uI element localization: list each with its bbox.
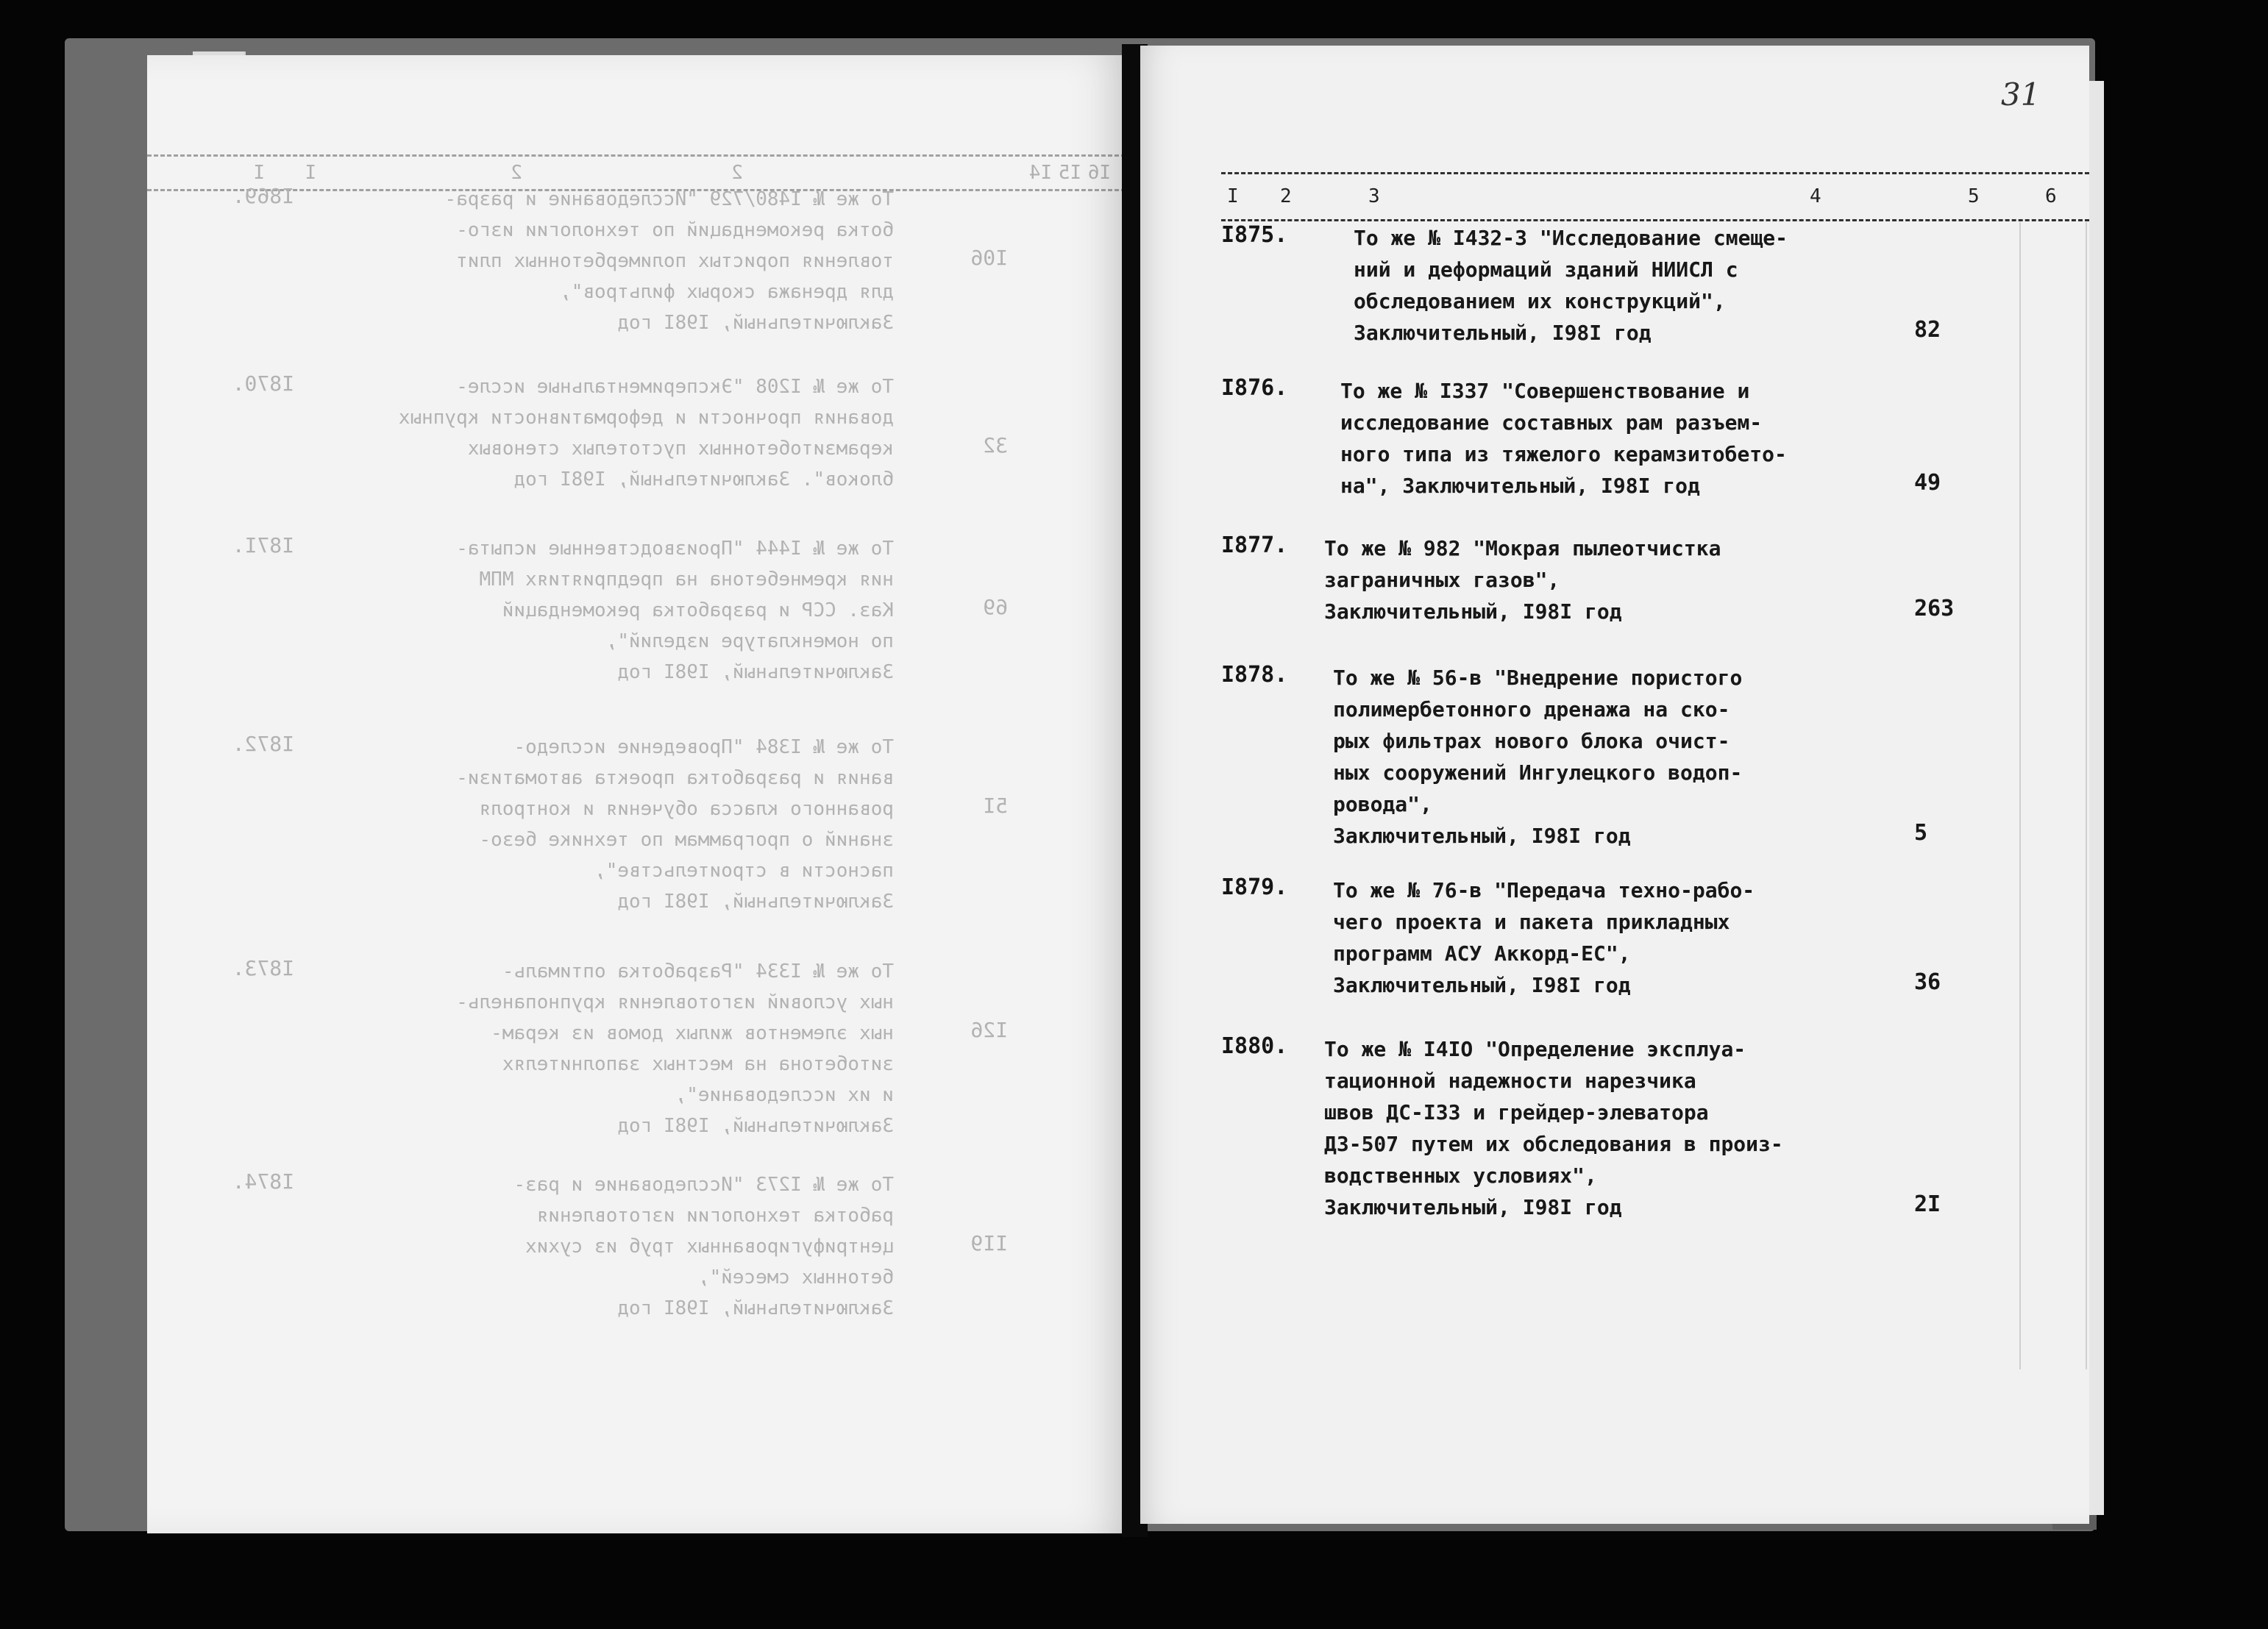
- mirrored-entry-number: I869.: [232, 184, 294, 208]
- entry-number: I877.: [1221, 532, 1288, 558]
- mirrored-entry-description: То же № I273 "Исследование и раз- работка технологии изготовления центрифугированных труб из сухих бетонных смесей", Заключительный, I98I год: [513, 1174, 894, 1319]
- entry-description: То же № 982 "Мокрая пылеотчистка заграничных газов", Заключительный, I98I год: [1324, 536, 1721, 624]
- mirrored-column-header: I6: [1087, 162, 1111, 184]
- mirrored-entry-description: То же № I334 "Разработка оптималь- ных условий изготовления крупнопанель- ных элементов жилых домов из керам- зитобетона на местных заполнителях и их исследование", Заключительный, I98I год: [456, 960, 894, 1137]
- entry-page-count: 2I: [1914, 1191, 1941, 1217]
- mirrored-entry-number: I874.: [232, 1169, 294, 1194]
- right-page: [1140, 46, 2089, 1524]
- mirrored-column-header: 2: [731, 162, 743, 184]
- header-rule: [1221, 172, 2089, 174]
- entry-page-count: 36: [1914, 969, 1941, 995]
- left-page: [147, 55, 1126, 1533]
- mirrored-entry-description: То же № I444 "Производственные испыта- ния кремнебетона на предприятиях МПМ Каз. ССР и разработка рекомендаций по номенклатуре изделий", Заключительный, I98I год: [456, 538, 894, 683]
- mirrored-column-header: I5: [1058, 162, 1081, 184]
- column-header-1: I: [1227, 185, 1239, 207]
- mirrored-entry-description: То же № I208 "Экспериментальные иссле- дования прочности и деформативности крупных керамзитобетонных пустотелых стеновых блоков". Заключительный, I98I год: [398, 376, 894, 491]
- mirrored-entry-number: I870.: [232, 371, 294, 396]
- mirrored-entry-page-count: I06: [970, 246, 1008, 270]
- entry-number: I880.: [1221, 1033, 1288, 1059]
- mirrored-entry-number: I87I.: [232, 533, 294, 557]
- mirrored-entry-page-count: 5I: [983, 794, 1008, 818]
- entry-number: I878.: [1221, 662, 1288, 688]
- mirrored-content: [147, 55, 1126, 1533]
- mirrored-text-layer: [147, 55, 1126, 1533]
- column-header-4: 4: [1810, 185, 1821, 207]
- mirrored-column-header: I4: [1028, 162, 1052, 184]
- entry-page-count: 82: [1914, 317, 1941, 343]
- header-rule: [147, 154, 1126, 157]
- column-header-6: 6: [2045, 185, 2057, 207]
- entry-number: I875.: [1221, 222, 1288, 248]
- entry-description: То же № I4IO "Определение эксплуа- тационной надежности нарезчика швов ДС-I33 и грейдер-элеватора ДЗ-507 путем их обследования в произ- водственных условиях", Заключительный, I98I год: [1324, 1037, 1783, 1219]
- column-divider-5: [2086, 222, 2087, 1369]
- column-header-2: 2: [1280, 185, 1292, 207]
- mirrored-column-header: I: [253, 162, 265, 184]
- entry-number: I879.: [1221, 874, 1288, 900]
- sheet-number: 31: [2001, 76, 2041, 113]
- mirrored-column-header: 2: [511, 162, 522, 184]
- entry-page-count: 49: [1914, 470, 1941, 496]
- mirrored-entry-number: I872.: [232, 732, 294, 756]
- mirrored-entry-page-count: 32: [983, 433, 1008, 457]
- entry-description: То же № I432-3 "Исследование смеще- ний и деформаций зданий НИИСЛ с обследованием их конструкций", Заключительный, I98I год: [1354, 226, 1788, 345]
- entry-page-count: 263: [1914, 596, 1955, 621]
- entry-number: I876.: [1221, 375, 1288, 401]
- entry-description: То же № I337 "Совершенствование и исследование составных рам разъем- ного типа из тяжелого керамзитобето- на", Заключительный, I98I год: [1340, 379, 1787, 498]
- mirrored-column-header: I: [305, 162, 316, 184]
- mirrored-entry-number: I873.: [232, 956, 294, 980]
- mirrored-entry-page-count: I26: [970, 1018, 1008, 1042]
- entry-description: То же № 76-в "Передача техно-рабо- чего проекта и пакета прикладных программ АСУ Аккорд-ЕС", Заключительный, I98I год: [1333, 878, 1755, 997]
- mirrored-entry-page-count: II9: [970, 1231, 1008, 1255]
- entry-page-count: 5: [1914, 820, 1928, 846]
- column-header-5: 5: [1968, 185, 1980, 207]
- column-divider-4: [2019, 222, 2021, 1369]
- entry-description: То же № 56-в "Внедрение пористого полимербетонного дренажа на ско- рых фильтрах нового блока очист- ных сооружений Ингулецкого водоп- ровода", Заключительный, I98I год: [1333, 666, 1743, 848]
- mirrored-entry-page-count: 69: [983, 595, 1008, 619]
- header-rule-bottom: [1221, 219, 2089, 221]
- column-header-3: 3: [1368, 185, 1380, 207]
- mirrored-entry-description: То же № I384 "Проведение исследо- вания и разработка проекта автоматизи- рованного класса обучения и контроля знаний о программам по технике безо- пасности в строительстве", Заключительный, I98I год: [456, 736, 894, 913]
- mirrored-entry-description: То же № I480/729 "Исследование и разра- ботка рекомендаций по технологии изго- товления пористых полимербетонных плит для дренажа скорых фильтров", Заключительный, I98I год: [444, 188, 894, 334]
